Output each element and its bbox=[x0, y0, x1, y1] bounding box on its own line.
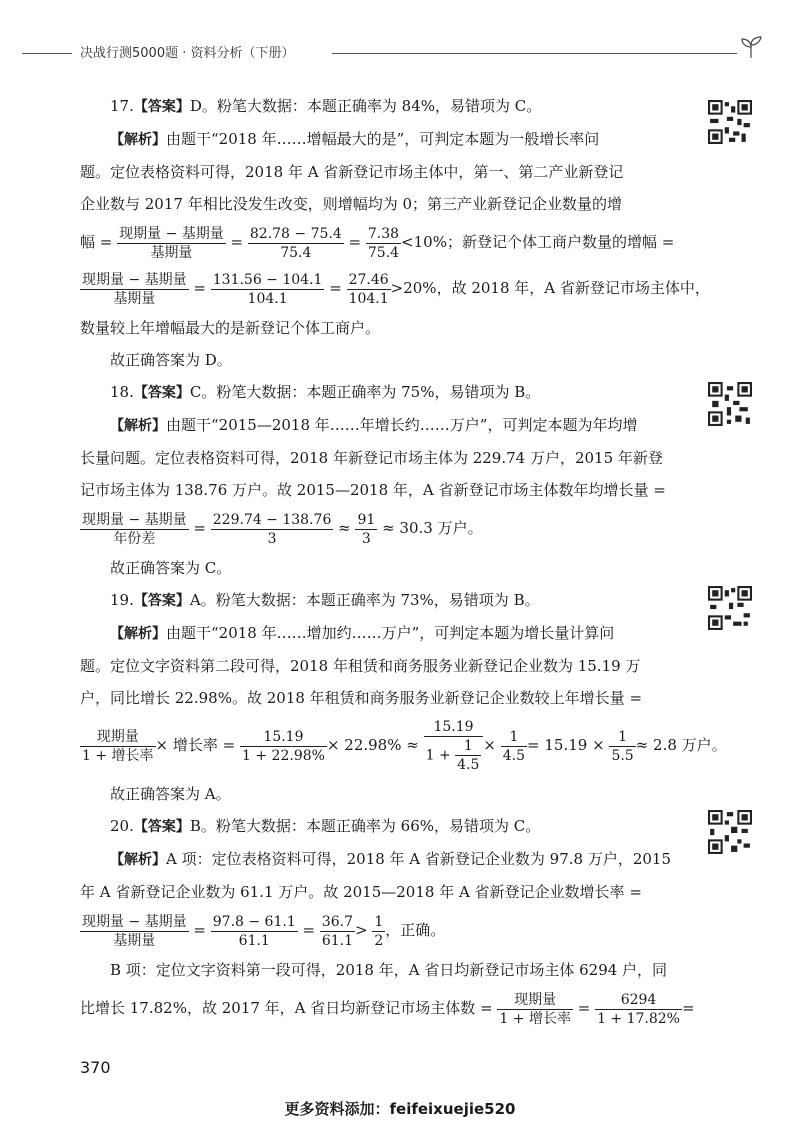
numerator: 6294 bbox=[595, 991, 682, 1010]
denominator: 5.5 bbox=[611, 747, 634, 764]
question-number: 19. bbox=[110, 591, 134, 609]
analysis-tag: 【解析】 bbox=[110, 626, 166, 642]
denominator: 1 + 22.98% bbox=[242, 747, 325, 764]
fraction bbox=[320, 913, 355, 950]
question-number: 17. bbox=[110, 97, 134, 115]
numerator: 1 bbox=[501, 728, 527, 747]
denominator: 61.1 bbox=[238, 932, 270, 949]
numerator: 现期量 − 基期量 bbox=[82, 913, 187, 930]
q19-answer-line bbox=[80, 584, 680, 617]
analysis-text: 由题干“2018 年……增加约……万户”，可判定本题为增长量计算问 bbox=[166, 624, 615, 642]
analysis-text: 由题干“2018 年……增幅最大的是”，可判定本题为一般增长率问 bbox=[166, 130, 600, 148]
denominator: 61.1 bbox=[321, 932, 354, 949]
formula-line: 幅 = 现期量 − 基期量 基期量 = $\frac{82.78 - 75.4}{75.4}$ = $\frac{7.38}{75.4}$ <10%；新登记个体工商户数量的增幅 = bbox=[80, 225, 675, 261]
denominator: 1 + 增长率 bbox=[82, 747, 154, 764]
formula-text: 1 + bbox=[425, 747, 451, 764]
fraction bbox=[240, 728, 327, 765]
answer-tag: 【答案】 bbox=[133, 819, 190, 835]
formula-text: >20%，故 2018 年，A 省新登记市场主体中， bbox=[390, 279, 710, 297]
fraction bbox=[211, 271, 325, 308]
numerator: 现期量 bbox=[497, 991, 573, 1010]
analysis-text: 数量较上年增幅最大的是新登记个体工商户。 bbox=[80, 319, 381, 337]
analysis-tag: 【解析】 bbox=[110, 132, 166, 148]
answer-text: D。粉笔大数据：本题正确率为 84%，易错项为 C。 bbox=[189, 97, 542, 115]
fraction bbox=[355, 511, 377, 548]
answer-text: C。粉笔大数据：本题正确率为 75%，易错项为 B。 bbox=[189, 383, 541, 401]
formula-text: ≈ 2.8 万户。 bbox=[635, 736, 727, 754]
fraction bbox=[80, 913, 189, 950]
fraction bbox=[211, 511, 334, 548]
denominator: 104.1 bbox=[348, 290, 389, 307]
answer-tag: 【答案】 bbox=[133, 99, 190, 115]
analysis-text: B 项：定位文字资料第一段可得，2018 年，A 省日均新登记市场主体 6294 户，同 bbox=[110, 961, 668, 979]
numerator: 229.74 − 138.76 bbox=[212, 511, 332, 528]
fraction bbox=[501, 728, 527, 765]
formula-line: 现期量 − 基期量 基期量 = $\frac{97.8 - 61.1}{61.1}$ = $\frac{36.7}{61.1}$ > $\frac{1}{2}$ ，正确。 bbox=[82, 913, 446, 949]
formula-line: 现期量 − 基期量 年份差 = $\frac{229.74 - 138.76}{3}$ ≈ $\frac{91}{3}$ ≈ 30.3 万户。 bbox=[82, 511, 483, 547]
analysis-text: 长量问题。定位表格资料可得，2018 年新登记市场主体为 229.74 万户，2015 年新登 bbox=[80, 449, 663, 467]
denominator: 基期量 bbox=[113, 932, 156, 949]
q20-answer-line bbox=[80, 810, 680, 843]
formula-text: 比增长 17.82%，故 2017 年，A 省日均新登记市场主体数 = bbox=[80, 999, 493, 1017]
book-title: 决战行测5000题 · 资料分析（下册） bbox=[80, 46, 295, 61]
analysis-tag: 【解析】 bbox=[110, 852, 166, 868]
numerator: 27.46 bbox=[348, 271, 389, 288]
denominator: 75.4 bbox=[280, 244, 312, 261]
fraction bbox=[80, 511, 189, 548]
analysis-text: 由题干“2015—2018 年……年增长约……万户”，可判定本题为年均增 bbox=[166, 416, 638, 434]
denominator: 基期量 bbox=[113, 290, 156, 307]
analysis-text: 题。定位表格资料可得，2018 年 A 省新登记市场主体中，第一、第二产业新登记 bbox=[80, 163, 624, 181]
answer-tag: 【答案】 bbox=[133, 385, 190, 401]
analysis-tag: 【解析】 bbox=[110, 418, 166, 434]
q17-answer-line bbox=[80, 90, 680, 123]
denominator: 75.4 bbox=[367, 244, 400, 261]
formula-text: × 22.98% ≈ bbox=[326, 736, 419, 754]
numerator: 现期量 − 基期量 bbox=[119, 225, 224, 242]
header-rule-left bbox=[22, 53, 72, 54]
formula-line: 比增长 17.82%，故 2017 年，A 省日均新登记市场主体数 = 现期量 1 + 增长率 = $\frac{6294}{1 + 17.82\%}$ = bbox=[80, 991, 695, 1027]
analysis-text: A 项：定位表格资料可得，2018 年 A 省新登记企业数为 97.8 万户，2015 bbox=[166, 850, 672, 868]
answer-tag: 【答案】 bbox=[133, 593, 190, 609]
q17-analysis bbox=[80, 123, 680, 156]
formula-text: ≈ 30.3 万户。 bbox=[382, 519, 483, 537]
denominator: 104.1 bbox=[247, 290, 288, 307]
formula-text: × bbox=[483, 736, 496, 754]
conclusion-text: 故正确答案为 D。 bbox=[110, 351, 232, 369]
numerator: 15.19 bbox=[240, 728, 327, 747]
q18-analysis bbox=[80, 409, 680, 442]
formula-text: 幅 = bbox=[80, 233, 113, 251]
analysis-text: 企业数与 2017 年相比没发生改变，则增幅均为 0；第三产业新登记企业数量的增 bbox=[80, 195, 623, 213]
q20-analysis bbox=[80, 843, 680, 876]
answer-text: A。粉笔大数据：本题正确率为 73%，易错项为 B。 bbox=[189, 591, 540, 609]
denominator: 4.5 bbox=[457, 757, 480, 773]
denominator: 1 + 增长率 bbox=[499, 1010, 571, 1027]
numerator: 97.8 − 61.1 bbox=[212, 913, 296, 930]
denominator: 3 bbox=[267, 530, 277, 547]
formula-line: 现期量 − 基期量 基期量 = $\frac{131.56 - 104.1}{104.1}$ = $\frac{27.46}{104.1}$ >20%，故 2018 年，A 省新登记市场主体中， bbox=[82, 271, 710, 307]
numerator: 36.7 bbox=[321, 913, 354, 930]
formula-text: = bbox=[681, 999, 695, 1017]
denominator: 2 bbox=[374, 932, 384, 949]
fraction bbox=[455, 737, 481, 774]
page-number: 370 bbox=[80, 1058, 111, 1077]
fraction bbox=[347, 271, 391, 308]
numerator: 131.56 − 104.1 bbox=[212, 271, 323, 288]
analysis-text: 年 A 省新登记企业数为 61.1 万户。故 2015—2018 年 A 省新登记企业数增长率 = bbox=[80, 883, 642, 901]
denominator: 基期量 bbox=[150, 244, 193, 261]
numerator: 现期量 − 基期量 bbox=[82, 271, 187, 288]
numerator: 15.19 bbox=[424, 718, 484, 737]
formula-text: <10%；新登记个体工商户数量的增幅 = bbox=[401, 233, 675, 251]
header-rule-right bbox=[332, 53, 737, 54]
fraction bbox=[80, 271, 189, 308]
qr-code-icon[interactable] bbox=[708, 586, 752, 630]
fraction bbox=[497, 991, 573, 1028]
q18-answer-line bbox=[80, 376, 680, 409]
question-number: 18. bbox=[110, 383, 134, 401]
conclusion-text: 故正确答案为 C。 bbox=[110, 559, 232, 577]
denominator: 1 + 17.82% bbox=[597, 1010, 680, 1027]
conclusion-text: 故正确答案为 A。 bbox=[110, 785, 231, 803]
answer-text: B。粉笔大数据：本题正确率为 66%，易错项为 C。 bbox=[189, 817, 541, 835]
compound-fraction bbox=[424, 718, 484, 774]
formula-text: ，正确。 bbox=[385, 921, 446, 939]
formula-line bbox=[80, 714, 727, 778]
numerator: 1 bbox=[374, 913, 384, 930]
analysis-text: 记市场主体为 138.76 万户。故 2015—2018 年，A 省新登记市场主体数年均增长量 = bbox=[80, 481, 666, 499]
running-header bbox=[22, 40, 762, 64]
analysis-text: 题。定位文字资料第二段可得，2018 年租赁和商务服务业新登记企业数为 15.19 万 bbox=[80, 657, 641, 675]
denominator: 3 bbox=[361, 530, 371, 547]
qr-code-icon[interactable] bbox=[708, 100, 752, 144]
denominator: 年份差 bbox=[113, 530, 156, 547]
fraction bbox=[211, 913, 298, 950]
sprout-icon bbox=[738, 34, 764, 60]
numerator: 现期量 bbox=[80, 728, 156, 747]
numerator: 1 bbox=[609, 728, 635, 747]
fraction bbox=[248, 225, 344, 262]
qr-code-icon[interactable] bbox=[708, 382, 752, 426]
numerator: 7.38 bbox=[367, 225, 400, 242]
fraction bbox=[117, 225, 226, 262]
denominator: 4.5 bbox=[502, 747, 526, 764]
question-number: 20. bbox=[110, 817, 134, 835]
fraction bbox=[609, 728, 635, 765]
formula-text: × 增长率 = bbox=[155, 736, 236, 754]
fraction bbox=[80, 728, 156, 765]
numerator: 91 bbox=[357, 511, 376, 528]
numerator: 现期量 − 基期量 bbox=[82, 511, 187, 528]
formula-text: > bbox=[355, 921, 368, 939]
fraction bbox=[595, 991, 682, 1028]
analysis-text: 户，同比增长 22.98%。故 2018 年租赁和商务服务业新登记企业数较上年增长量 = bbox=[80, 689, 643, 707]
footer-ad-text: 更多资料添加：feifeixuejie520 bbox=[284, 1100, 516, 1118]
formula-text: = 15.19 × bbox=[527, 736, 605, 754]
numerator: 82.78 − 75.4 bbox=[249, 225, 342, 242]
q19-analysis bbox=[80, 617, 680, 650]
numerator: 1 bbox=[455, 737, 481, 756]
fraction bbox=[372, 913, 385, 950]
answer-content bbox=[80, 90, 727, 1032]
qr-code-icon[interactable] bbox=[708, 810, 752, 854]
denominator bbox=[424, 737, 484, 774]
fraction bbox=[366, 225, 401, 262]
